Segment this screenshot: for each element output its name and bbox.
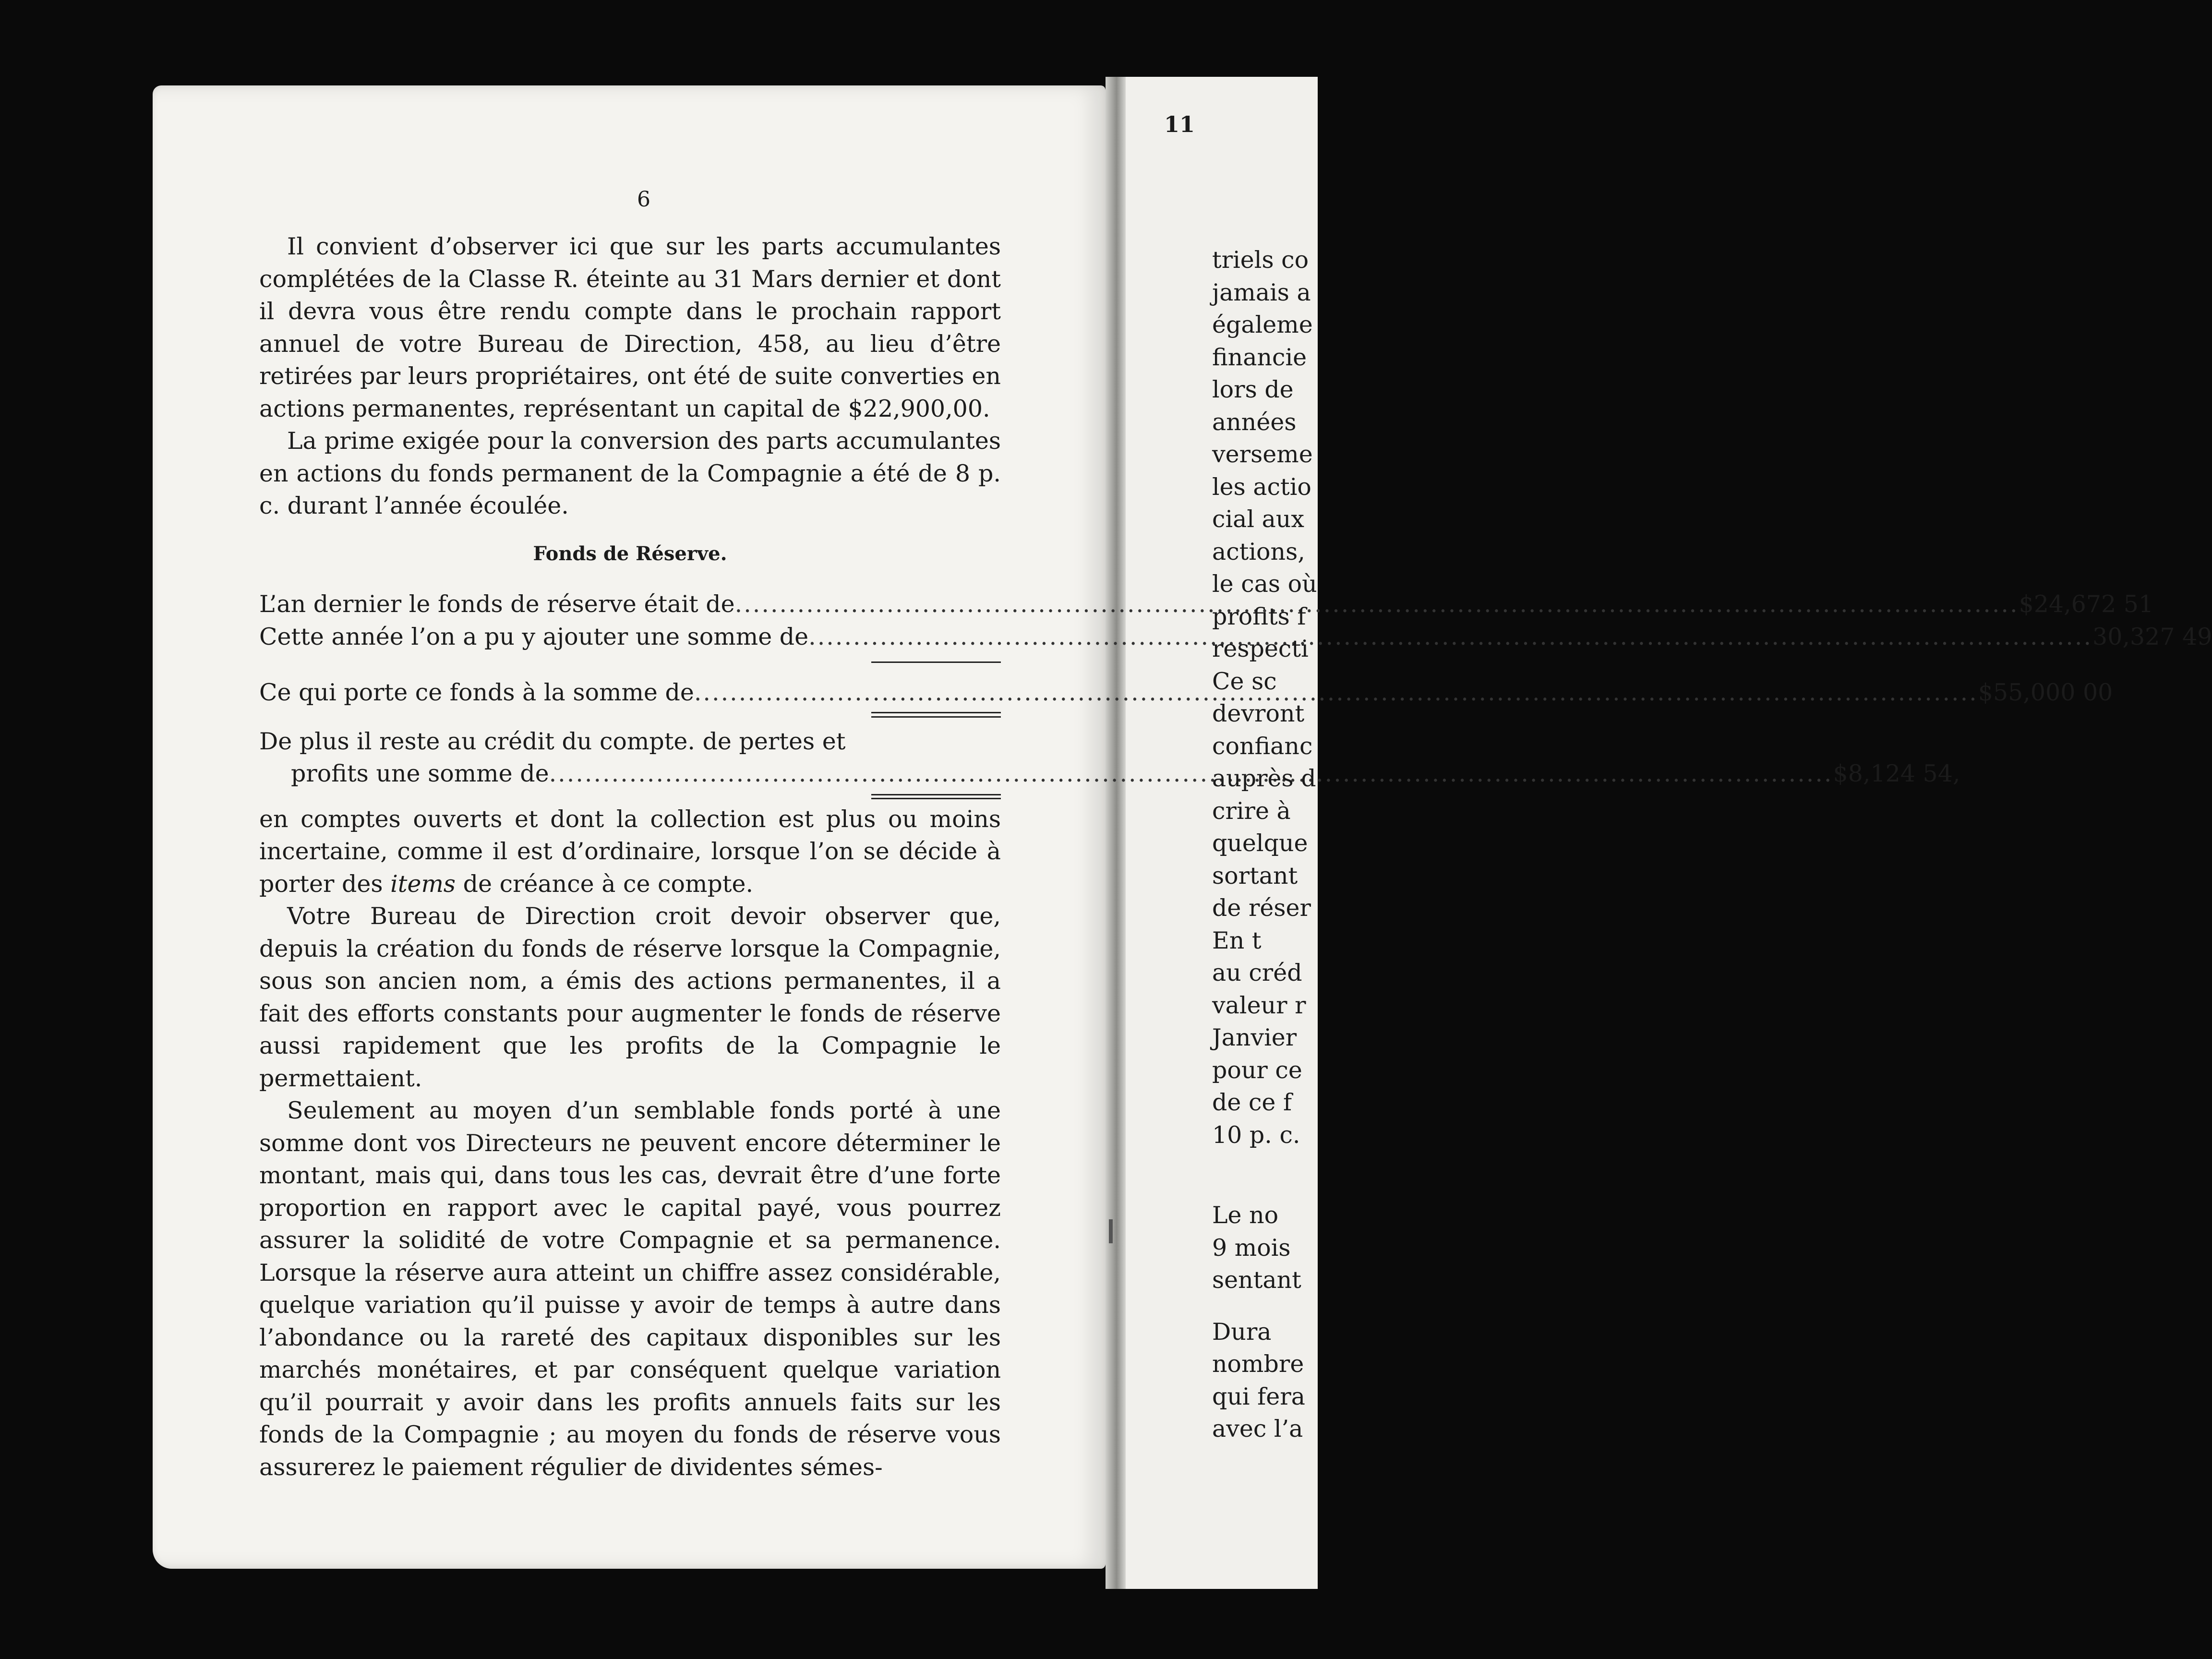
right-line: avec l’a [1212, 1415, 1303, 1443]
right-line: Ce sc [1212, 667, 1277, 695]
paragraph-1: Il convient d’observer ici que sur les parts accumulantes complétées de la Classe R. éteinte au 31 Mars dernier et dont il devra vous être rendu compte dans le prochain rapport annuel de votre Bureau de Direction, 458, au lieu d’être retirées par leurs propriétaires, ont été de suite converties en actions permanentes, représentant un capital de $22,900,00. [259, 233, 1001, 422]
right-line: sentant [1212, 1266, 1301, 1294]
credit-label: profits une somme de [291, 760, 549, 787]
right-line: auprès d [1212, 765, 1316, 792]
leader-dots [549, 757, 1833, 790]
right-line: En t [1212, 926, 1262, 954]
right-line: pour ce [1212, 1056, 1302, 1084]
right-line: verseme [1212, 441, 1313, 468]
right-line: financie [1212, 343, 1307, 371]
right-line: 10 p. c. [1212, 1121, 1300, 1149]
spacer [1212, 1297, 1306, 1316]
right-page-number: 11 [1164, 111, 1195, 137]
reserve-row-label: Ce qui porte ce fonds à la somme de [259, 679, 694, 706]
credit-double-rule [871, 798, 1001, 799]
right-line: cial aux [1212, 505, 1304, 533]
paragraph-5: Seulement au moyen d’un semblable fonds porté à une somme dont vos Directeurs ne peuvent encore déterminer le montant, mais qui, dans tous les cas, devrait être d’une forte proportion en rapport avec le capital payé, vous pourrez assurer la solidité de votre Compagnie et sa permanence. Lorsque la réserve aura atteint un chiffre assez considérable, quelque variation qu’il puisse y avoir de temps à autre dans l’abondance ou la rareté des capitaux disponibles sur les marchés monétaires, et par conséquent quelque variation qu’il pourrait y avoir dans les profits annuels faits sur les fonds de la Compagnie ; au moyen du fonds de réserve vous assurerez le paiement régulier de dividentes sémes- [259, 1097, 1001, 1481]
right-line: profits f [1212, 602, 1306, 630]
right-line: qui fera [1212, 1382, 1305, 1410]
paragraph-2: La prime exigée pour la conversion des parts accumulantes en actions du fonds permanent de la Compagnie a été de 8 p. c. durant l’année écoulée. [259, 427, 1001, 519]
right-line: devront [1212, 700, 1305, 727]
book-gutter [1106, 77, 1126, 1589]
right-line: nombre [1212, 1350, 1304, 1378]
right-line: jamais a [1212, 278, 1311, 306]
right-line: au créd [1212, 959, 1302, 986]
right-line: sortant [1212, 862, 1298, 890]
right-line: quelque [1212, 830, 1308, 857]
right-line: Janvier [1212, 1024, 1297, 1051]
total-double-rule [871, 712, 1001, 713]
right-line: actions, [1212, 538, 1305, 565]
reserve-row-amount: $55,000 00 [1978, 679, 2113, 706]
credit-amount: $8,124 54, [1833, 760, 1960, 787]
credit-double-rule [871, 794, 1001, 795]
reserve-row-label: L’an dernier le fonds de réserve était de [259, 590, 735, 618]
right-page-text [1212, 244, 1317, 1445]
total-double-rule [871, 716, 1001, 718]
right-line: les actio [1212, 473, 1311, 501]
right-line: triels co [1212, 246, 1309, 274]
right-line: de ce f [1212, 1089, 1292, 1116]
reserve-row-amount: 30,327 49 [2092, 623, 2212, 650]
right-line: Le no [1212, 1202, 1279, 1229]
right-line: respecti [1212, 635, 1309, 662]
right-line: années [1212, 408, 1297, 436]
right-line: de réser [1212, 894, 1311, 922]
reserve-row-label: Cette année l’on a pu y ajouter une somme de [259, 623, 809, 650]
page-number: 6 [637, 187, 650, 212]
paragraph-3-start: en comptes ouverts et dont la collection est plus ou moins incertaine, comme il est d’ordinaire, lorsque l’on se décide à porter des [259, 805, 1001, 898]
leader-dots [694, 676, 1978, 709]
right-line: valeur r [1212, 991, 1306, 1019]
right-line: Dura [1212, 1318, 1272, 1346]
paragraph-3 [259, 803, 1001, 901]
credit-line: De plus il reste au crédit du compte. de pertes et [259, 727, 846, 755]
leader-dots [808, 621, 2092, 653]
right-line: le cas où [1212, 570, 1317, 598]
paragraph-4: Votre Bureau de Direction croit devoir observer que, depuis la création du fonds de réserve lorsque la Compagnie, sous son ancien nom, a émis des actions permanentes, il a fait des efforts constants pour augmenter le fonds de réserve aussi rapidement que les profits de la Compagnie le permettaient. [259, 902, 1001, 1092]
spacer [1212, 1151, 1306, 1199]
right-line: crire à [1212, 797, 1291, 825]
section-heading: Fonds de Réserve. [533, 542, 727, 565]
italic-word: items [390, 870, 456, 898]
gutter-mark [1109, 1219, 1113, 1243]
reserve-row-amount: $24,672 51 [2019, 590, 2154, 618]
right-line: confianc [1212, 732, 1313, 760]
leader-dots [735, 588, 2019, 621]
right-line: égaleme [1212, 311, 1313, 338]
right-line: 9 mois [1212, 1234, 1291, 1262]
paragraph-3-end: de créance à ce compte. [456, 870, 754, 898]
right-line: lors de [1212, 376, 1294, 403]
